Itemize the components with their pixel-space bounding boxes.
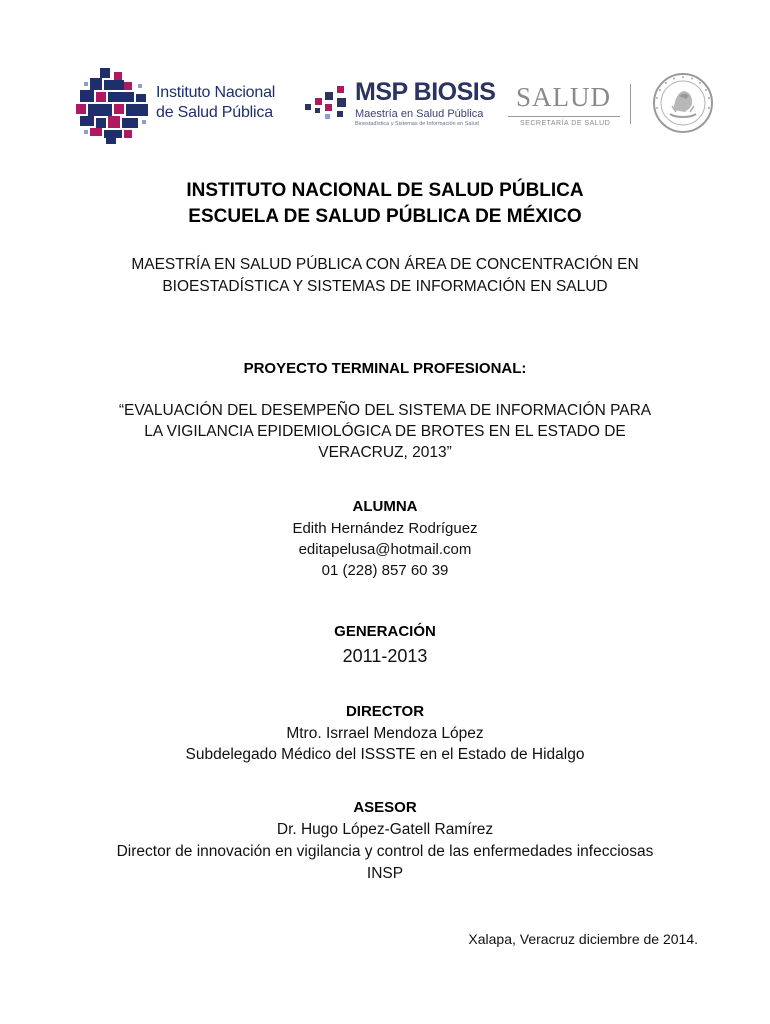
msp-logo-subtitle: Maestría en Salud Pública [355,108,484,120]
student-heading: ALUMNA [352,498,418,515]
insp-logo [76,66,291,146]
student-email: editapelusa@hotmail.com [298,541,472,558]
project-heading: PROYECTO TERMINAL PROFESIONAL: [243,360,527,377]
project-title-line3: VERACRUZ, 2013” [318,444,452,461]
insp-logo-line2: de Salud Pública [156,104,273,121]
project-title [0,400,770,463]
salud-logo-subtitle: SECRETARÍA DE SALUD [520,120,611,127]
student-info [0,518,770,581]
place-date: Xalapa, Veracruz diciembre de 2014. [468,931,698,947]
director-role: Subdelegado Médico del ISSSTE en el Estado de Hidalgo [185,746,585,763]
salud-logo-rule [508,116,620,117]
msp-logo-tagline: Bioestadística y Sistemas de Información en Salud [355,121,479,127]
national-seal-icon [652,72,714,134]
student-name: Edith Hernández Rodríguez [292,520,478,537]
advisor-name: Dr. Hugo López-Gatell Ramírez [276,821,494,838]
student-phone: 01 (228) 857 60 39 [321,562,449,579]
msp-dots-icon [303,84,351,124]
msp-biosis-logo [303,78,496,138]
project-title-line2: LA VIGILANCIA EPIDEMIOLÓGICA DE BROTES EN EL ESTADO DE [144,423,626,440]
logo-row [76,66,716,146]
msp-logo-title: MSP BIOSIS [355,78,496,106]
institution-line2: ESCUELA DE SALUD PÚBLICA DE MÉXICO [188,206,582,227]
director-info [0,723,770,765]
insp-logo-line1: Instituto Nacional [156,84,276,101]
advisor-org: INSP [366,865,404,882]
generation-heading: GENERACIÓN [334,623,436,640]
director-name: Mtro. Isrrael Mendoza López [286,725,484,742]
insp-mosaic-icon [76,68,152,144]
advisor-info [0,819,770,885]
project-title-line1: “EVALUACIÓN DEL DESEMPEÑO DEL SISTEMA DE INFORMACIÓN PARA [118,402,652,419]
institution-heading [0,178,770,230]
generation-value: 2011-2013 [342,646,428,666]
salud-logo [508,82,628,132]
advisor-heading: ASESOR [353,799,417,816]
logo-divider [630,84,631,124]
insp-logo-text [156,83,275,123]
institution-line1: INSTITUTO NACIONAL DE SALUD PÚBLICA [186,180,584,201]
director-heading: DIRECTOR [345,703,425,720]
salud-logo-title: SALUD [516,82,612,112]
program-line1: MAESTRÍA EN SALUD PÚBLICA CON ÁREA DE CONCENTRACIÓN EN [131,256,639,273]
mexico-seal-logo [652,72,714,134]
advisor-role: Director de innovación en vigilancia y control de las enfermedades infecciosas [116,843,654,860]
program-line2: BIOESTADÍSTICA Y SISTEMAS DE INFORMACIÓN EN SALUD [162,278,608,295]
program-title [0,254,770,298]
